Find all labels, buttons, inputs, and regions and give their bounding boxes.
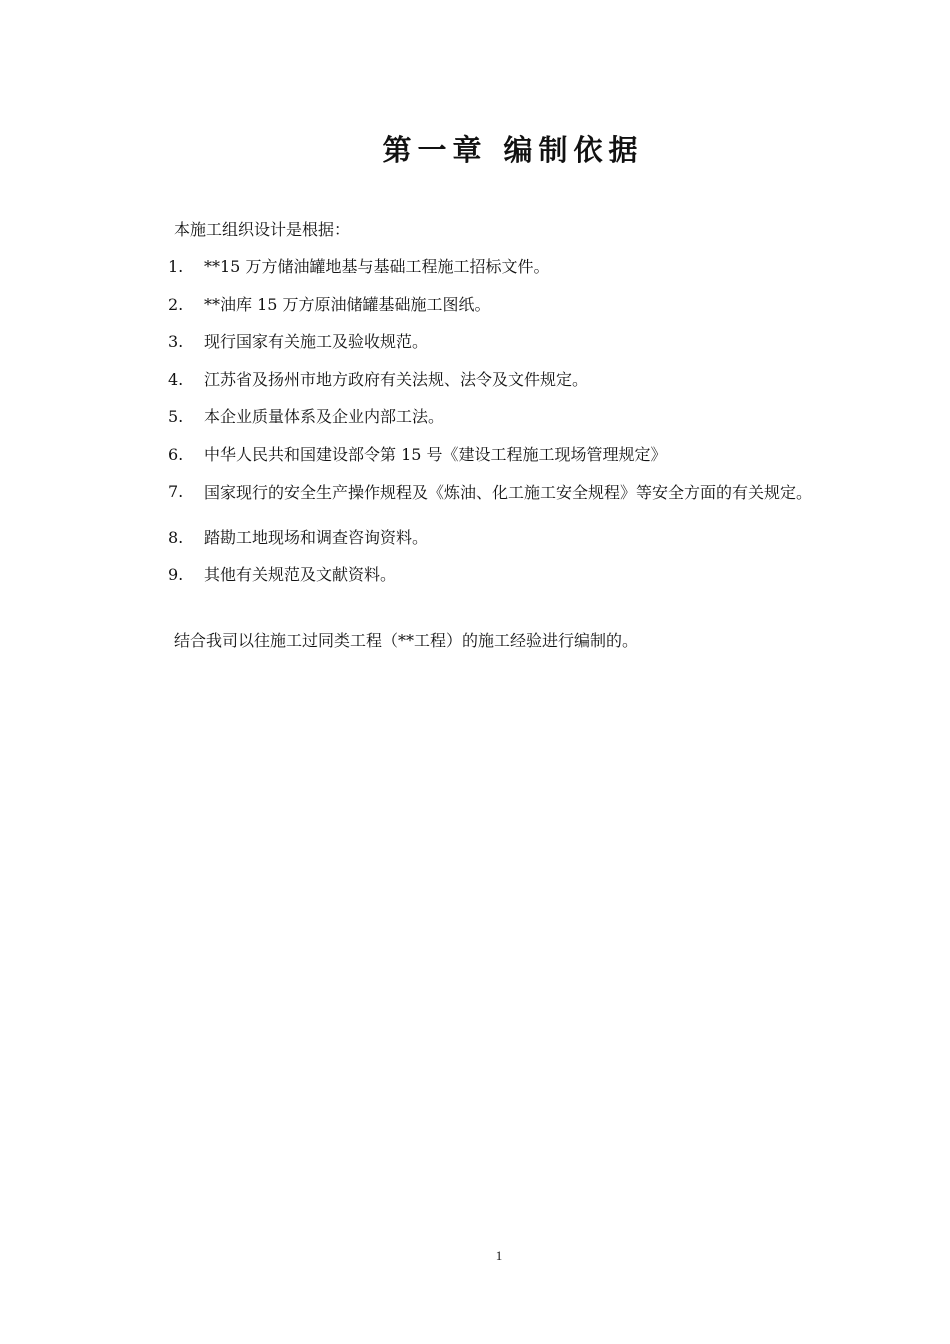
list-item-number: 1.: [168, 257, 184, 276]
list-item-text: **油库 15 万方原油储罐基础施工图纸。: [204, 294, 491, 314]
list-item: [168, 406, 868, 428]
list-item-number: 5.: [168, 407, 184, 426]
list-item-number: 3.: [168, 332, 184, 351]
chapter-title: 第一章 编制依据: [382, 133, 644, 167]
list-item: [168, 564, 868, 586]
list-item-text: 踏勘工地现场和调查咨询资料。: [204, 527, 429, 547]
conclusion-text: 结合我司以往施工过同类工程（**工程）的施工经验进行编制的。: [174, 631, 639, 650]
list-item-text: **15 万方储油罐地基与基础工程施工招标文件。: [204, 257, 550, 276]
list-item-text: 其他有关规范及文献资料。: [204, 565, 397, 584]
list-item: [168, 294, 868, 316]
list-item-number: 9.: [168, 565, 184, 584]
list-item-number: 4.: [168, 369, 184, 389]
list-item: [168, 256, 868, 278]
list-item: [168, 444, 868, 466]
list-item-text: 本企业质量体系及企业内部工法。: [204, 407, 445, 426]
list-item: [168, 331, 868, 353]
page-number: 1: [495, 1248, 503, 1263]
list-item-text: 江苏省及扬州市地方政府有关法规、法令及文件规定。: [204, 369, 589, 389]
list-item: [168, 369, 868, 391]
basis-list: [168, 256, 868, 602]
list-item: [168, 527, 868, 549]
list-item-text: 现行国家有关施工及验收规范。: [204, 332, 429, 351]
list-item-number: 2.: [168, 294, 184, 314]
list-item-text: 国家现行的安全生产操作规程及《炼油、化工施工安全规程》等安全方面的有关规定。: [204, 483, 813, 502]
list-item-number: 8.: [168, 527, 184, 547]
list-item-number: 6.: [168, 444, 184, 464]
intro-text: 本施工组织设计是根据：: [174, 220, 351, 239]
list-item-number: 7.: [168, 482, 184, 501]
list-item: [168, 481, 868, 511]
list-item-text: 中华人民共和国建设部令第 15 号《建设工程施工现场管理规定》: [204, 444, 667, 464]
